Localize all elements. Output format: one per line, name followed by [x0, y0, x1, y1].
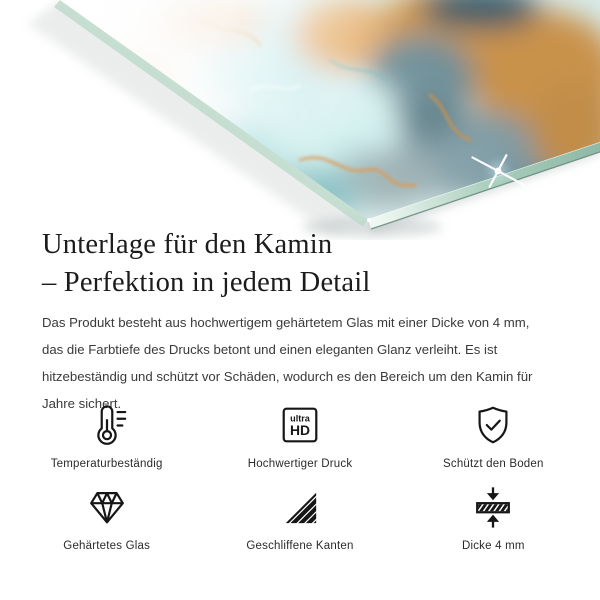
- feature-floor-protection: [397, 402, 590, 470]
- ultra-hd-icon: [277, 402, 323, 448]
- feature-polished-edges: [203, 484, 396, 552]
- page-title: [42, 226, 572, 302]
- product-hero-image: [0, 0, 600, 240]
- product-description: Das Produkt besteht aus hochwertigem gehärtetem Glas mit einer Dicke von 4 mm, das die Farbtiefe des Drucks betont und einen eleganten Glanz verleiht. Es ist hitzebeständig und schützt vor Schäden, wodurch es den Bereich um den Kamin für Jahre sichert.: [42, 315, 533, 411]
- svg-text:ultra: ultra: [290, 413, 310, 424]
- thermometer-icon: [84, 402, 130, 448]
- feature-grid: [10, 402, 590, 552]
- feature-label: Gehärtetes Glas: [63, 540, 151, 552]
- corner-glint: [367, 218, 371, 222]
- feature-label: Hochwertiger Druck: [247, 458, 353, 470]
- feature-label: Schützt den Boden: [443, 458, 544, 470]
- thickness-icon: [470, 484, 516, 530]
- diamond-icon: [84, 484, 130, 530]
- page-title-line2: – Perfektion in jedem Detail: [42, 267, 371, 298]
- feature-tempered-glass: [10, 484, 203, 552]
- shield-check-icon: [470, 402, 516, 448]
- feature-label: Temperaturbeständig: [50, 458, 163, 470]
- feature-print-quality: [203, 402, 396, 470]
- polished-edges-icon: [277, 484, 323, 530]
- feature-label: Geschliffene Kanten: [246, 540, 354, 552]
- svg-text:HD: HD: [289, 422, 311, 439]
- page-title-line1: Unterlage für den Kamin: [42, 229, 333, 260]
- feature-label: Dicke 4 mm: [461, 540, 525, 552]
- feature-thickness: [397, 484, 590, 552]
- feature-temperature: [10, 402, 203, 470]
